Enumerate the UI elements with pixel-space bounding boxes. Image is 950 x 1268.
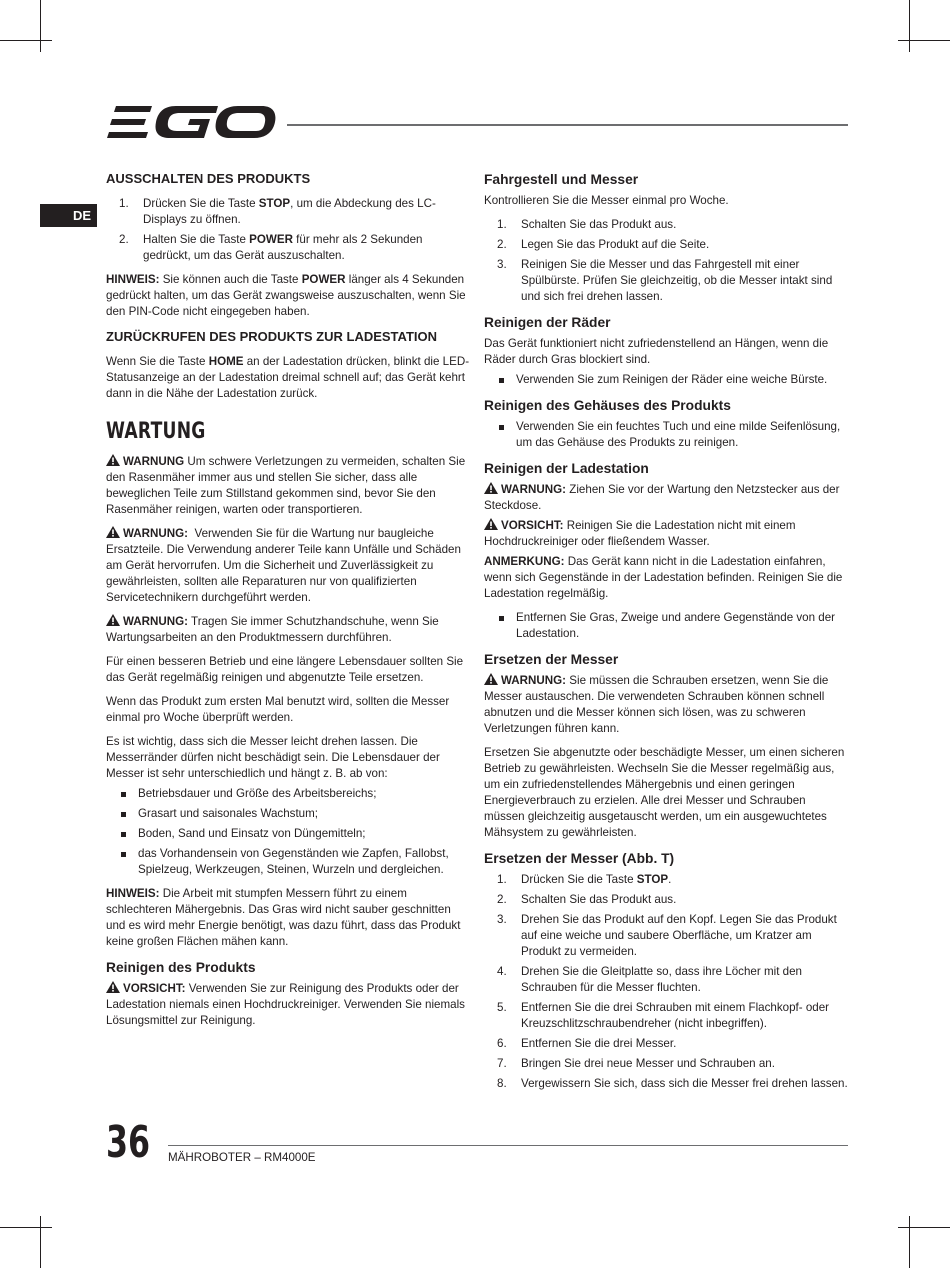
step-number: 3. — [497, 913, 507, 926]
caution-note — [106, 981, 470, 1029]
note-text: Sie können auch die Taste — [159, 273, 302, 286]
warning-triangle-icon — [106, 454, 120, 466]
list-item — [484, 257, 848, 305]
step-number: 5. — [497, 1001, 507, 1014]
step-number: 1. — [497, 218, 507, 231]
list-item — [484, 237, 848, 253]
note-text: Die Arbeit mit stumpfen Messern führt zu einem schlechteren Mähergebnis. Das Gras wird nicht sauber geschnitten und es wird mehr Energie benötigt, was dazu führt, dass das Produkt keine großen Flächen mähen kann. — [106, 887, 461, 948]
warning-text: Tragen Sie immer Schutzhandschuhe, wenn Sie Wartungsarbeiten an den Produktmessern durchführen. — [106, 615, 439, 644]
section-heading-fahrgestell: Fahrgestell und Messer — [484, 172, 639, 187]
step-text: Vergewissern Sie sich, dass sich die Messer frei drehen lassen. — [521, 1077, 848, 1090]
crop-mark — [40, 0, 41, 52]
bullet-text: Verwenden Sie ein feuchtes Tuch und eine milde Seifenlösung, um das Gehäuse des Produkts zu reinigen. — [516, 420, 841, 449]
warning-text: Um schwere Verletzungen zu vermeiden, schalten Sie den Rasenmäher immer aus und stellen Sie sicher, dass alle beweglichen Teile zum Stillstand gekommen sind, bevor Sie den Rasenmäher reinigen, warten oder transportieren. — [106, 455, 466, 516]
anmerkung-note — [484, 554, 848, 602]
step-number: 2. — [497, 893, 507, 906]
raeder-bullets — [484, 372, 848, 388]
step-number: 7. — [497, 1057, 507, 1070]
note-text: länger als 4 Sekunden gedrückt halten, um das Gerät zwangsweise auszuschalten, wenn Sie den PIN-Code nicht eingegeben haben. — [106, 273, 466, 318]
paragraph-key: HOME — [208, 355, 244, 368]
step-text: für mehr als 2 Sekunden gedrückt, um das Gerät auszuschalten. — [143, 233, 423, 262]
paragraph: Das Gerät funktioniert nicht zufriedenstellend an Hängen, wenn die Räder durch Gras blockiert sind. — [484, 337, 829, 366]
ego-logo — [106, 104, 276, 147]
step-number: 8. — [497, 1077, 507, 1090]
step-number: 2. — [119, 233, 129, 246]
note-label: HINWEIS: — [106, 273, 160, 286]
list-item — [484, 217, 848, 233]
list-item — [484, 892, 848, 908]
list-item — [484, 912, 848, 960]
paragraph: Für einen besseren Betrieb und eine längere Lebensdauer sollten Sie das Gerät regelmäßig reinigen und abgenutzte Teile ersetzen. — [106, 655, 464, 684]
warning-triangle-icon — [106, 981, 120, 993]
footer-rule — [168, 1145, 848, 1146]
list-item — [484, 964, 848, 996]
ausschalten-steps — [106, 196, 470, 264]
hinweis-note — [106, 886, 470, 950]
warning-note — [106, 614, 470, 646]
step-text: Legen Sie das Produkt auf die Seite. — [521, 238, 710, 251]
fahrgestell-steps — [484, 217, 848, 305]
language-tab: DE — [40, 204, 97, 227]
paragraph-text: Wenn Sie die Taste — [106, 355, 209, 368]
zurueckrufen-text — [106, 354, 470, 402]
crop-mark — [909, 0, 910, 52]
bullet-text: Betriebsdauer und Größe des Arbeitsbereichs; — [138, 787, 377, 800]
bullet-text: Boden, Sand und Einsatz von Düngemitteln; — [138, 827, 366, 840]
footer-title: MÄHROBOTER – RM4000E — [168, 1151, 316, 1164]
note-label: ANMERKUNG: — [484, 555, 565, 568]
page-number: 36 — [106, 1117, 151, 1168]
step-number: 1. — [119, 197, 129, 210]
warning-triangle-icon — [106, 526, 120, 538]
step-text: Reinigen Sie die Messer und das Fahrgestell mit einer Spülbürste. Prüfen Sie gleichzeitig, ob die Messer intakt sind und sich frei drehen lassen. — [521, 258, 833, 303]
warning-note — [106, 454, 470, 518]
warning-note — [106, 526, 470, 606]
crop-mark — [0, 1227, 52, 1228]
paragraph-text: an der Ladestation drücken, blinkt die LED-Statusanzeige an der Ladestation dreimal schnell auf; das Gerät kehrt dann in die Nähe der Ladestation zurück. — [106, 355, 470, 400]
crop-mark — [898, 40, 950, 41]
list-item — [484, 1036, 848, 1052]
step-text: Drehen Sie die Gleitplatte so, dass ihre Löcher mit den Schrauben für die Messer fluchten. — [521, 965, 802, 994]
step-text: Halten Sie die Taste — [143, 233, 250, 246]
note-text: Das Gerät kann nicht in die Ladestation einfahren, wenn sich Gegenstände in der Ladestation befinden. Reinigen Sie die Ladestation regelmäßig. — [484, 555, 843, 600]
step-text: Drehen Sie das Produkt auf den Kopf. Legen Sie das Produkt auf eine weiche und saubere Oberfläche, um Kratzer am Produkt zu vermeiden. — [521, 913, 837, 958]
list-item — [484, 610, 848, 642]
caution-text: Reinigen Sie die Ladestation nicht mit einem Hochdruckreiniger oder fließendem Wasser. — [484, 519, 796, 548]
bullet-text: Verwenden Sie zum Reinigen der Räder eine weiche Bürste. — [516, 373, 828, 386]
warning-note — [484, 673, 848, 737]
list-item — [106, 232, 470, 264]
step-text: Entfernen Sie die drei Messer. — [521, 1037, 677, 1050]
caution-text: Verwenden Sie zur Reinigung des Produkts oder der Ladestation niemals einen Hochdruckreiniger. Verwenden Sie niemals Lösungsmittel zur Reinigung. — [106, 982, 465, 1027]
bullet-text: Entfernen Sie Gras, Zweige und andere Gegenstände von der Ladestation. — [516, 611, 836, 640]
section-heading-gehaeuse: Reinigen des Gehäuses des Produkts — [484, 398, 731, 413]
step-text: Drücken Sie die Taste — [143, 197, 259, 210]
step-key: STOP — [258, 197, 291, 210]
step-key: STOP — [636, 873, 669, 886]
section-heading-ladestation: Reinigen der Ladestation — [484, 461, 649, 476]
warning-text: Ziehen Sie vor der Wartung den Netzstecker aus der Steckdose. — [484, 483, 840, 512]
warning-triangle-icon — [484, 673, 498, 685]
step-number: 4. — [497, 965, 507, 978]
bullet-text: das Vorhandensein von Gegenständen wie Zapfen, Fallobst, Spielzeug, Werkzeugen, Steinen, Wurzeln und dergleichen. — [138, 847, 449, 876]
list-item — [106, 786, 470, 802]
paragraph: Wenn das Produkt zum ersten Mal benutzt wird, sollten die Messer einmal pro Woche überprüft werden. — [106, 695, 450, 724]
warning-triangle-icon — [106, 614, 120, 626]
section-heading-ersetzen: Ersetzen der Messer — [484, 652, 619, 667]
warning-triangle-icon — [484, 482, 498, 494]
ladestation-bullets — [484, 610, 848, 642]
warning-text: Verwenden Sie für die Wartung nur baugleiche Ersatzteile. Die Verwendung anderer Teile kann Unfälle und Schäden am Gerät hervorrufen. Um die Sicherheit und Zuverlässigkeit zu gewährleisten, sollten alle Reparaturen nur von qualifizierten Servicetechnikern durchgeführt werden. — [106, 527, 465, 604]
lebensdauer-bullets — [106, 786, 470, 878]
section-heading-raeder: Reinigen der Räder — [484, 315, 611, 330]
warning-label: WARNUNG: — [501, 483, 567, 496]
step-number: 6. — [497, 1037, 507, 1050]
step-number: 3. — [497, 258, 507, 271]
step-number: 2. — [497, 238, 507, 251]
warning-note — [484, 482, 848, 514]
caution-label: VORSICHT: — [123, 982, 186, 995]
paragraph: Ersetzen Sie abgenutzte oder beschädigte Messer, um einen sicheren Betrieb zu gewährleisten. Wechseln Sie die Messer regelmäßig aus, um ein zufriedenstellendes Mähergebnis und einen geringen Energieverbrauch zu erzielen. Alle drei Messer und Schrauben müssen gleichzeitig ausgetauscht werden, um ein ausgewuchtetes Mähsystem zu gewährleisten. — [484, 746, 845, 839]
wartung-heading: WARTUNG — [106, 419, 206, 444]
caution-note — [484, 518, 848, 550]
right-column — [484, 170, 848, 1100]
warning-label: WARNUNG: — [123, 527, 189, 540]
bullet-text: Grasart und saisonales Wachstum; — [138, 807, 318, 820]
crop-mark — [898, 1227, 950, 1228]
crop-mark — [40, 1216, 41, 1268]
hinweis-note — [106, 272, 470, 320]
section-heading-ersetzen-abb: Ersetzen der Messer (Abb. T) — [484, 851, 675, 866]
crop-mark — [909, 1216, 910, 1268]
crop-mark — [0, 40, 52, 41]
list-item — [106, 196, 470, 228]
step-text: Drücken Sie die Taste — [521, 873, 637, 886]
step-text: Schalten Sie das Produkt aus. — [521, 893, 677, 906]
list-item — [484, 872, 848, 888]
list-item — [106, 846, 470, 878]
list-item — [106, 806, 470, 822]
warning-text: Sie müssen die Schrauben ersetzen, wenn Sie die Messer austauschen. Die verwendeten Schrauben können schnell abnutzen und die Messer können sich lösen, was zu schweren Verletzungen führen kann. — [484, 674, 829, 735]
header-rule — [287, 124, 848, 126]
list-item — [106, 826, 470, 842]
step-text: Bringen Sie drei neue Messer und Schrauben an. — [521, 1057, 775, 1070]
list-item — [484, 1056, 848, 1072]
list-item — [484, 419, 848, 451]
left-column — [106, 170, 470, 1037]
paragraph: Es ist wichtig, dass sich die Messer leicht drehen lassen. Die Messerränder dürfen nicht beschädigt sein. Die Lebensdauer der Messer ist sehr unterschiedlich und hängt z. B. ab von: — [106, 735, 440, 780]
warning-label: WARNUNG: — [123, 615, 189, 628]
warning-triangle-icon — [484, 518, 498, 530]
step-text: , um die Abdeckung des LC-Displays zu öffnen. — [143, 197, 436, 226]
warning-label: WARNUNG: — [501, 674, 567, 687]
step-text: . — [668, 873, 672, 886]
paragraph: Kontrollieren Sie die Messer einmal pro Woche. — [484, 194, 729, 207]
section-heading-zurueckrufen: ZURÜCKRUFEN DES PRODUKTS ZUR LADESTATION — [106, 329, 438, 344]
step-number: 1. — [497, 873, 507, 886]
step-key: POWER — [249, 233, 293, 246]
section-heading-ausschalten: AUSSCHALTEN DES PRODUKTS — [106, 171, 311, 186]
list-item — [484, 1000, 848, 1032]
step-text: Entfernen Sie die drei Schrauben mit einem Flachkopf- oder Kreuzschlitzschraubendreher (nicht inbegriffen). — [521, 1001, 830, 1030]
ersetzen-steps — [484, 872, 848, 1092]
note-key: POWER — [301, 273, 346, 286]
section-heading-reinigen-produkt: Reinigen des Produkts — [106, 960, 256, 975]
step-text: Schalten Sie das Produkt aus. — [521, 218, 677, 231]
list-item — [484, 372, 848, 388]
note-label: HINWEIS: — [106, 887, 160, 900]
caution-label: VORSICHT: — [501, 519, 564, 532]
list-item — [484, 1076, 848, 1092]
gehaeuse-bullets — [484, 419, 848, 451]
warning-label: WARNUNG — [123, 455, 185, 468]
